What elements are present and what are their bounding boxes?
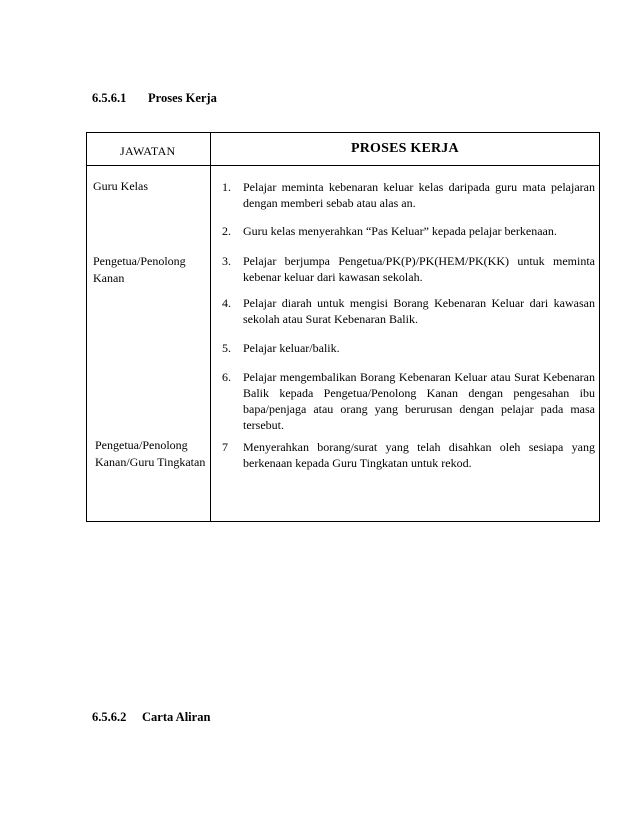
step-2 (222, 223, 595, 239)
step-number: 6. (222, 370, 231, 384)
column-divider (210, 133, 211, 521)
step-6 (222, 369, 595, 433)
step-text: Pelajar meminta kebenaran keluar kelas daripada guru mata pelajaran dengan memberi sebab atau alas an. (243, 180, 595, 210)
header-jawatan: JAWATAN (120, 144, 176, 158)
step-text: Pelajar keluar/balik. (243, 341, 340, 355)
step-3 (222, 253, 595, 285)
step-text: Pelajar berjumpa Pengetua/PK(P)/PK(HEM/PK(KK) untuk meminta kebenar keluar dari kawasan sekolah. (243, 254, 595, 284)
section-number: 6.5.6.1 (92, 91, 127, 105)
role-guru-kelas: Guru Kelas (93, 179, 148, 193)
header-divider (87, 165, 599, 166)
role-pengetua-guru-tingkatan: Pengetua/Penolong Kanan/Guru Tingkatan (95, 438, 206, 469)
role-pengetua-penolong-kanan: Pengetua/Penolong Kanan (93, 254, 186, 285)
section-heading-carta-aliran (92, 710, 210, 725)
step-7 (222, 439, 595, 471)
section-title: Carta Aliran (142, 710, 211, 724)
step-number: 4. (222, 296, 231, 310)
step-number: 2. (222, 224, 231, 238)
section-title: Proses Kerja (148, 91, 217, 105)
process-table (86, 132, 600, 522)
step-text: Pelajar mengembalikan Borang Kebenaran Keluar atau Surat Kebenaran Balik kepada Pengetua/Penolong Kanan dengan pengesahan ibu bapa/penjaga atau orang yang berurusan dengan pelajar pada masa tersebut. (243, 370, 595, 432)
step-number: 1. (222, 180, 231, 194)
step-text: Pelajar diarah untuk mengisi Borang Kebenaran Keluar dari kawasan sekolah atau Surat Kebenaran Balik. (243, 296, 595, 326)
section-number: 6.5.6.2 (92, 710, 127, 724)
step-5 (222, 340, 595, 356)
step-number: 3. (222, 254, 231, 268)
step-text: Guru kelas menyerahkan “Pas Keluar” kepada pelajar berkenaan. (243, 224, 557, 238)
section-heading-proses-kerja (92, 91, 217, 106)
step-1 (222, 179, 595, 211)
step-number: 5. (222, 341, 231, 355)
step-4 (222, 295, 595, 327)
step-text: Menyerahkan borang/surat yang telah disahkan oleh sesiapa yang berkenaan kepada Guru Tingkatan untuk rekod. (243, 440, 595, 470)
step-number: 7 (222, 440, 228, 454)
header-proses-kerja: PROSES KERJA (351, 141, 459, 156)
